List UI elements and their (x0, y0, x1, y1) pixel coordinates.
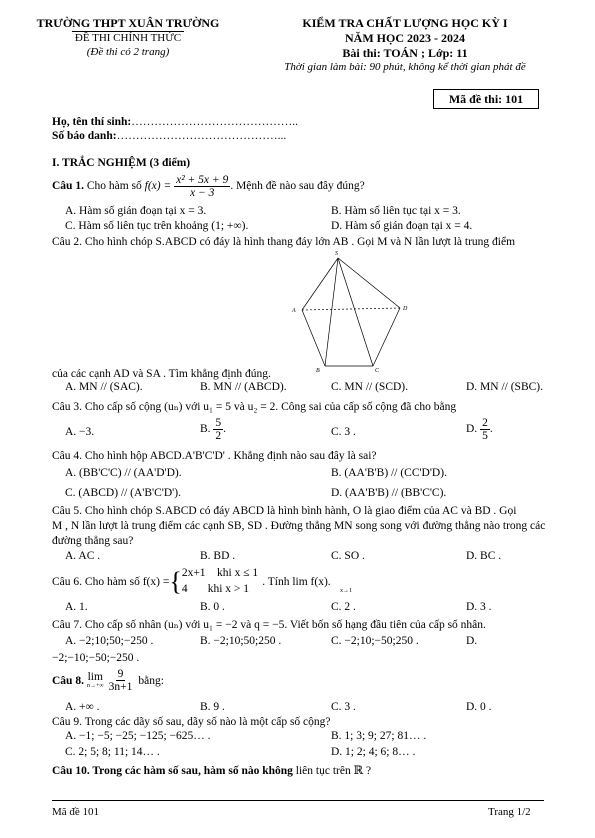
pages-note: (Đề thi có 2 trang) (86, 46, 170, 58)
footer-rule (52, 800, 544, 801)
q5-option-a: A. AC . (65, 550, 101, 562)
student-id-line (52, 130, 286, 142)
q3-d-label: D. (466, 423, 478, 436)
q7-option-b: B. −2;10;50;250 . (200, 635, 282, 647)
q7-text: Câu 7. Cho cấp số nhân (uₙ) với u₁ = −2 và q = −5. Viết bốn số hạng đầu tiên của cấp số nhân. (52, 619, 486, 631)
q6-option-a: A. 1. (65, 601, 88, 613)
q3-d-den: 5 (482, 430, 488, 443)
q3-b-fraction (213, 417, 223, 442)
q1-post: . Mệnh đề nào sau đây đúng? (230, 180, 365, 193)
q8-post: bằng: (138, 674, 164, 687)
label-c: C (375, 368, 380, 373)
q2-option-d: D. MN // (SBC). (466, 381, 543, 393)
q6-post: . Tính lim f(x). (262, 575, 331, 588)
q3-option-b: B. $\frac{5}{2}$ . (200, 417, 227, 443)
q7-option-d: D. (466, 635, 478, 647)
q8-number: Câu 8. (52, 674, 84, 687)
q1-option-a: A. Hàm số gián đoạn tại x = 3. (65, 205, 207, 217)
q1-denominator: x − 3 (190, 187, 215, 200)
q8-num: 9 (117, 668, 124, 680)
q6-case1: 2x+1 khi x ≤ 1 (181, 567, 259, 579)
student-id-label: Số báo danh: (52, 130, 117, 142)
q3-option-a: A. −3. (65, 426, 95, 438)
q3-b-den: 2 (215, 430, 222, 443)
question-10 (52, 763, 371, 777)
q4-option-b: B. (AA'B'B) // (CC'D'D). (331, 467, 447, 479)
q9-option-c: C. 2; 5; 8; 11; 14… . (65, 746, 160, 758)
edge-sc (338, 258, 373, 366)
q1-number: Câu 1. (52, 180, 84, 193)
q5-line1: Câu 5. Cho hình chóp S.ABCD có đáy ABCD là hình bình hành, O là giao điểm của AC và BD . Gọi (52, 505, 517, 517)
q5-line3: đường thẳng sau? (52, 535, 134, 547)
question-8 (52, 668, 164, 693)
q5-option-c: C. SO . (331, 550, 365, 562)
q10-bold: không (262, 765, 293, 777)
q7-option-a: A. −2;10;50;−250 . (65, 635, 154, 647)
q8-fraction (107, 668, 135, 693)
time-note: Thời gian làm bài: 90 phút, không kể thời gian phát đề (284, 61, 526, 73)
q6-option-c: C. 2 . (331, 601, 356, 613)
q8-lim (87, 672, 104, 690)
q1-fx: f(x) = (144, 180, 172, 193)
exam-code-box: Mã đề thi: 101 (433, 89, 539, 109)
q8-option-c: C. 3 . (331, 701, 356, 713)
q1-option-d: D. Hàm số gián đoạn tại x = 4. (331, 220, 473, 232)
q2-line2: của các cạnh AD và SA . Tìm khẳng định đúng. (52, 368, 271, 380)
exam-title: KIỂM TRA CHẤT LƯỢNG HỌC KỲ I (302, 16, 508, 30)
q6-option-d: D. 3 . (466, 601, 492, 613)
school-year: NĂM HỌC 2023 - 2024 (345, 31, 465, 45)
q8-option-b: B. 9 . (200, 701, 225, 713)
q6-pre: Câu 6. Cho hàm số f(x) = (52, 575, 170, 588)
q6-option-b: B. 0 . (200, 601, 225, 613)
q1-option-c: C. Hàm số liên tục trên khoảng (1; +∞). (65, 220, 249, 232)
question-1 (52, 174, 365, 199)
q4-text: Câu 4. Cho hình hộp ABCD.A'B'C'D' . Khẳng định nào sau đây là sai? (52, 450, 377, 462)
q8-lim-sub: n→+∞ (86, 683, 104, 690)
q3-text: Câu 3. Cho cấp số cộng (uₙ) với u₁ = 5 và u₂ = 2. Công sai của cấp số cộng đã cho bằng (52, 401, 457, 413)
q8-lim-word: lim (87, 670, 103, 683)
q2-option-b: B. MN // (ABCD). (200, 381, 287, 393)
q1-pre: Cho hàm số (86, 180, 142, 193)
q9-option-d: D. 1; 2; 4; 6; 8… . (331, 746, 416, 758)
q6-case2: 4 khi x > 1 (181, 582, 249, 595)
question-6 (52, 566, 331, 597)
label-b: B (316, 368, 320, 373)
q4-option-c: C. (ABCD) // (A'B'C'D'). (65, 487, 181, 499)
edge-cd (373, 308, 400, 366)
q3-d-fraction (480, 417, 490, 442)
q2-line1: Câu 2. Cho hình chóp S.ABCD có đáy là hình thang đáy lớn AB . Gọi M và N lần lượt là trung điểm (52, 236, 516, 248)
q4-option-d: D. (AA'B'B) // (BB'C'C). (331, 487, 447, 499)
pyramid-figure (280, 248, 415, 373)
footer-page: Trang 1/2 (488, 806, 531, 818)
q10-post: liên tục trên ℝ ? (295, 765, 372, 777)
q9-text: Câu 9. Trong các dãy số sau, dãy số nào là một cấp số cộng? (52, 716, 331, 728)
q9-option-a: A. −1; −5; −25; −125; −625… . (65, 730, 211, 742)
student-name-label: Họ, tên thí sinh: (52, 116, 132, 128)
school-name: TRƯỜNG THPT XUÂN TRƯỜNG (36, 16, 220, 30)
label-d: D (403, 306, 408, 312)
q8-den: 3n+1 (108, 681, 133, 694)
q1-numerator: x² + 5x + 9 (176, 174, 229, 186)
edge-ab (302, 310, 325, 366)
official-label: ĐỀ THI CHÍNH THỨC (74, 32, 182, 44)
q3-d-num: 2 (482, 417, 488, 429)
footer-code: Mã đề 101 (52, 806, 100, 818)
section-title: I. TRẮC NGHIỆM (3 điểm) (52, 157, 191, 169)
q5-option-b: B. BD . (200, 550, 236, 562)
q6-cases (182, 566, 258, 597)
q3-b-num: 5 (215, 417, 222, 429)
q3-b-label: B. (200, 423, 211, 436)
q8-option-d: D. 0 . (466, 701, 492, 713)
q7-option-c: C. −2;10;−50;250 . (331, 635, 419, 647)
edge-ad-hidden (302, 308, 400, 310)
q9-option-b: B. 1; 3; 9; 27; 81… . (331, 730, 427, 742)
q2-option-c: C. MN // (SCD). (331, 381, 408, 393)
student-name-dots: …………………………………….. (131, 116, 298, 128)
q7-option-d-value: −2;−10;−50;−250 . (52, 652, 140, 664)
student-id-dots: ……………………………………... (116, 130, 287, 142)
q4-option-a: A. (BB'C'C) // (AA'D'D). (65, 467, 182, 479)
q8-option-a: A. +∞ . (65, 701, 100, 713)
subject-grade: Bài thi: TOÁN ; Lớp: 11 (342, 46, 468, 60)
q3-option-d: D. $\frac{2}{5}$ . (466, 417, 493, 443)
q6-lim-sub: x→1 (340, 588, 352, 594)
student-name-line (52, 116, 298, 128)
q5-line2: M , N lần lượt là trung điểm các cạnh SB, SD . Đường thẳng MN song song với đường thẳng nào trong các (52, 520, 546, 532)
label-a: A (292, 308, 296, 314)
q2-option-a: A. MN // (SAC). (65, 381, 143, 393)
q10-pre: Câu 10. Trong các hàm số sau, hàm số nào (52, 765, 260, 777)
q1-fraction (174, 174, 230, 199)
edge-sd (338, 258, 400, 308)
label-s: S (335, 251, 338, 257)
q6-brace: { (169, 566, 182, 596)
q3-option-c: C. 3 . (331, 426, 356, 438)
q5-option-d: D. BC . (466, 550, 502, 562)
q1-option-b: B. Hàm số liên tục tại x = 3. (331, 205, 461, 217)
